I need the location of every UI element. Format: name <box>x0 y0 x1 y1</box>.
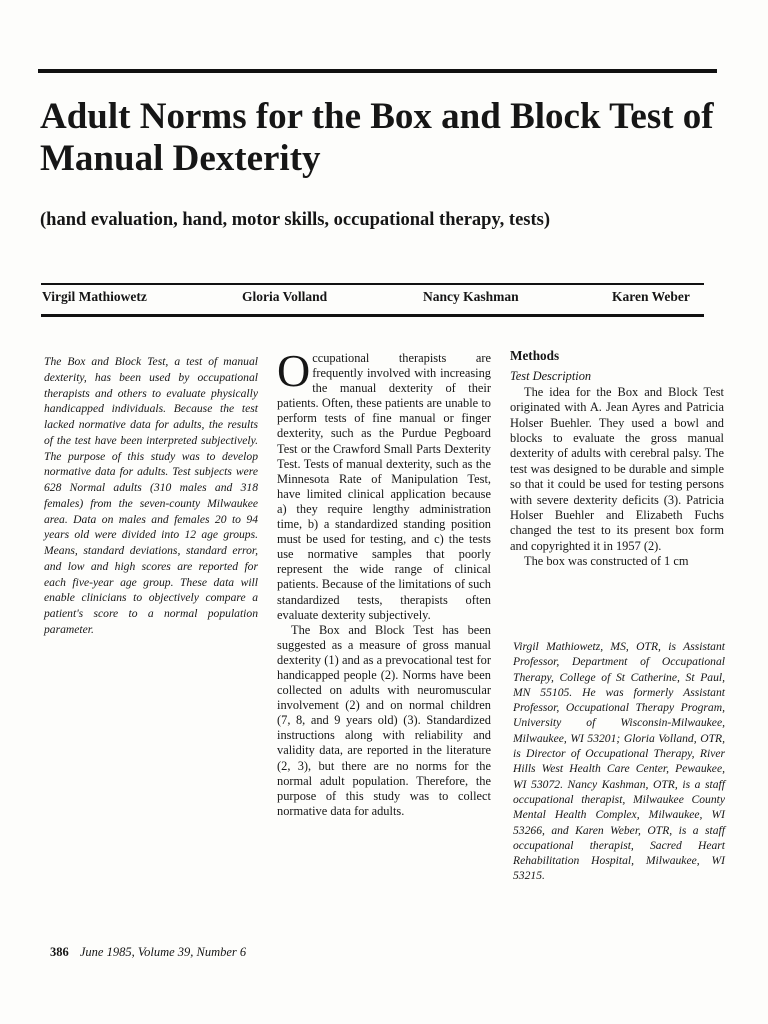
intro-paragraph-2: The Box and Block Test has been suggested as a measure of gross manual dexterity (1) and as a prevocational test for handicapped people (2). Norms have been collected on adults with neuromuscular involvement (2) and on normal children (7, 8, and 9 years old) (3). Standardized instructions along with reliability and validity data, are reported in the literature (2, 3), but there are no norms for the normal adult population. Therefore, the purpose of this study was to collect normative data for adults. <box>277 622 491 818</box>
intro-paragraph-1 <box>277 345 491 623</box>
authors-bottom-rule <box>41 314 704 317</box>
methods-heading: Methods <box>510 348 560 363</box>
methods-paragraph-1: The idea for the Box and Block Test originated with A. Jean Ayres and Patricia Holser Buehler. They used a bowl and blocks to evaluate the gross manual dexterity of adults with cerebral palsy. The test was designed to be durable and simple so that it could be used for testing persons with severe dexterity deficits (3). Patricia Holser Buehler and Elizabeth Fuchs changed the test to its present box form and copyrighted it in 1957 (2). <box>510 384 724 553</box>
page-footer <box>50 945 246 960</box>
article-title: Adult Norms for the Box and Block Test of Manual Dexterity <box>40 96 714 179</box>
keywords: (hand evaluation, hand, motor skills, occupational therapy, tests) <box>40 210 551 230</box>
intro-paragraph-1-text: ccupational therapists are frequently involved with increasing the manual dexterity of their patients. Often, these patients are unable to perform tests of fine manual or finger dexterity, such as the Purdue Pegboard Test or the Crawford Small Parts Dexterity Test. Tests of manual dexterity, such as the Minnesota Rate of Manipulation Test, have limited clinical application because a) they require lengthy administration time, b) a standardized standing position must be used for testing, and c) the tests use normative samples that poorly represent the wide range of clinical patients. Because of the limitations of such standardized tests, therapists often evaluate dexterity subjectively. <box>277 351 491 622</box>
abstract-text: The Box and Block Test, a test of manual dexterity, has been used by occupational therapists and others to evaluate physically handicapped individuals. Because the test lacked normative data for adults, the results of the test have been interpreted subjectively. The purpose of this study was to develop normative data for adults. Test subjects were 628 Normal adults (310 males and 318 females) from the seven-county Milwaukee area. Data on males and females 20 to 94 years old were divided into 12 age groups. Means, standard deviations, standard error, and low and high scores are reported for each five-year age group. These data will enable clinicians to objectively compare a patient's score to a normal population parameter. <box>44 355 258 636</box>
author-bio-text: Virgil Mathiowetz, MS, OTR, is Assistant Professor, Department of Occupational Therapy, College of St Catherine, St Paul, MN 55105. He was formerly Assistant Professor, Occupational Therapy Program, University of Wisconsin-Milwaukee, Milwaukee, WI 53201; Gloria Volland, OTR, is Director of Occupational Therapy, River Hills West Health Care Center, Pewaukee, WI 53072. Nancy Kashman, OTR, is a staff occupational therapist, Milwaukee County Mental Health Complex, Milwaukee, WI 53266, and Karen Weber, OTR, is a staff occupational therapist, Sacred Heart Rehabilitation Hospital, Milwaukee, WI 53215. <box>513 640 725 883</box>
author-3: Nancy Kashman <box>423 289 519 304</box>
author-bio <box>513 639 725 884</box>
introduction-column <box>277 345 491 819</box>
abstract-column <box>44 354 258 638</box>
methods-paragraph-2: The box was constructed of 1 cm <box>524 554 689 569</box>
methods-column <box>510 348 724 570</box>
top-rule <box>38 69 717 73</box>
author-2: Gloria Volland <box>242 289 328 304</box>
authors-top-rule <box>41 283 704 285</box>
page-number: 386 <box>50 945 69 959</box>
methods-subheading: Test Description <box>510 369 592 384</box>
author-1: Virgil Mathiowetz <box>42 289 147 304</box>
journal-issue: June 1985, Volume 39, Number 6 <box>79 945 247 959</box>
author-4: Karen Weber <box>612 289 690 304</box>
drop-cap: O <box>277 345 311 396</box>
